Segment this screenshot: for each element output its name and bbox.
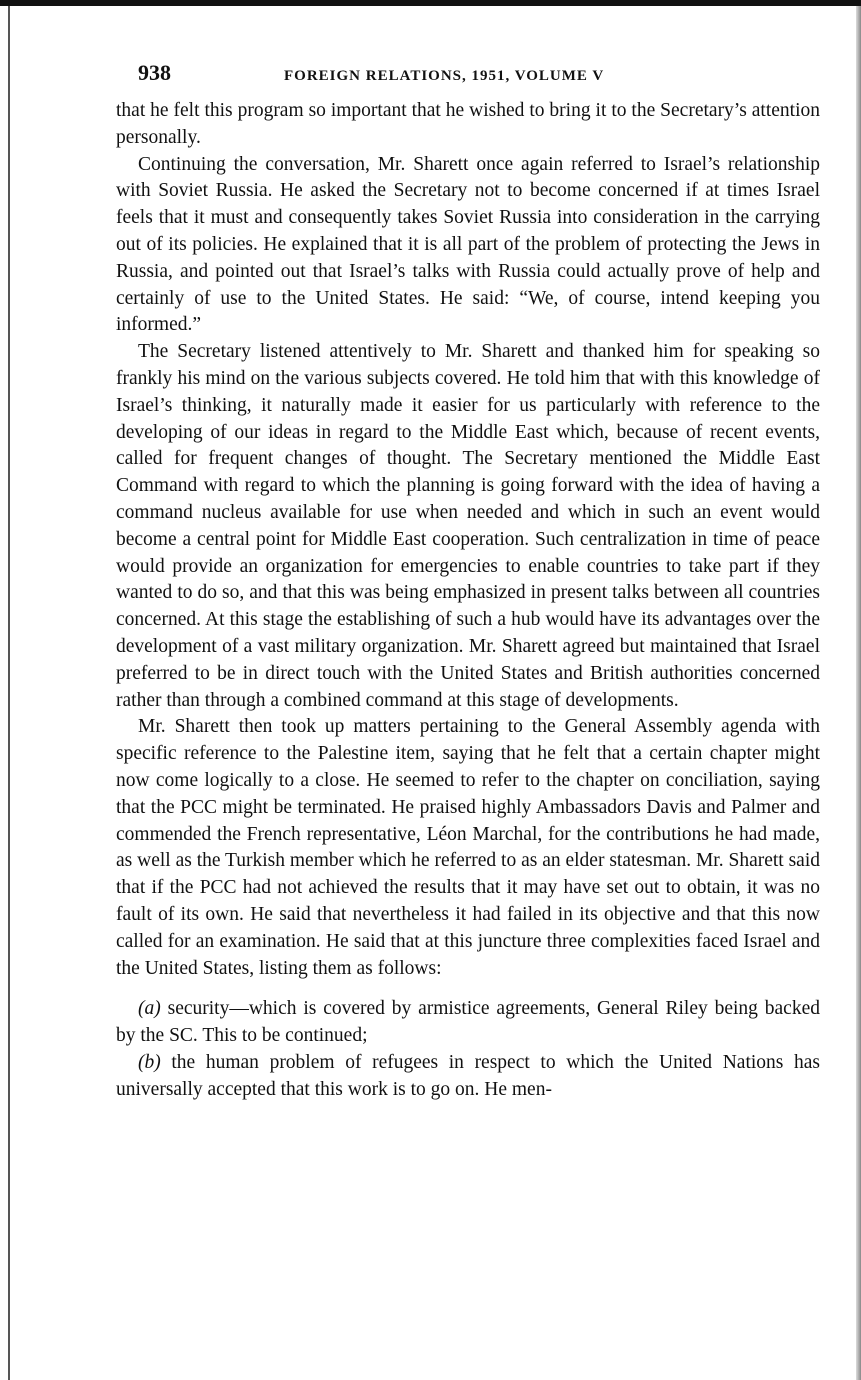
scan-edge-right: [856, 6, 861, 1380]
body-text: [116, 98, 820, 1103]
page-header: [116, 60, 820, 98]
scan-edge-left: [8, 6, 10, 1380]
page-number: 938: [138, 60, 171, 85]
list-item-letter: (a): [138, 998, 161, 1020]
complexities-list: [116, 996, 820, 1103]
paragraph-general-assembly: Mr. Sharett then took up matters pertaining to the General Assembly agenda with specific reference to the Palestine item, saying that he felt that a certain chapter might now come logically to a close. He seemed to refer to the chapter on conciliation, saying that the PCC might be terminated. He praised highly Ambassadors Davis and Palmer and commended the French representative, Léon Marchal, for the contributions he had made, as well as the Turkish member which he referred to as an elder statesman. Mr. Sharett said that if the PCC had not achieved the results that it may have set out to obtain, it was no fault of its own. He said that nevertheless it had failed in its objective and that this now called for an examination. He said that at this juncture three complexities faced Israel and the United States, listing them as follows:: [116, 716, 820, 979]
list-item-text: security—which is covered by armistice agreements, General Riley being backed by the SC. This to be continued;: [116, 998, 820, 1047]
paragraph-continuation: that he felt this program so important that he wished to bring it to the Secretary’s attention personally.: [116, 100, 820, 148]
list-item-text: the human problem of refugees in respect to which the United Nations has universally accepted that this work is to go on. He men-: [116, 1051, 820, 1100]
document-page: [116, 60, 820, 1103]
scan-edge-top: [0, 0, 861, 6]
paragraph-middle-east-command: The Secretary listened attentively to Mr. Sharett and thanked him for speaking so frankly his mind on the various subjects covered. He told him that with this knowledge of Israel’s thinking, it naturally made it easier for us particularly with reference to the developing of our ideas in regard to the Middle East which, because of recent events, called for frequent changes of thought. The Secretary mentioned the Middle East Command with regard to which the planning is going forward with the idea of having a command nucleus available for use when needed and which in such an event would become a central point for Middle East cooperation. Such centralization in time of peace would provide an organization for emergencies to enable countries to take part if they wanted to do so, and that this was being emphasized in present talks between all countries concerned. At this stage the establishing of such a hub would have its advantages over the development of a vast military organization. Mr. Sharett agreed but maintained that Israel preferred to be in direct touch with the United States and British authorities concerned rather than through a combined command at this stage of developments.: [116, 341, 820, 711]
list-item: [116, 996, 820, 1050]
list-item-letter: (b): [138, 1051, 161, 1073]
running-head: FOREIGN RELATIONS, 1951, VOLUME V: [284, 68, 605, 84]
list-item: [116, 1050, 820, 1104]
paragraph-soviet-russia: Continuing the conversation, Mr. Sharett once again referred to Israel’s relationship with Soviet Russia. He asked the Secretary not to become concerned if at times Israel feels that it must and consequently takes Soviet Russia into consideration in the carrying out of its policies. He explained that it is all part of the problem of protecting the Jews in Russia, and pointed out that Israel’s talks with Russia could actually prove of help and certainly of use to the United States. He said: “We, of course, intend keeping you informed.”: [116, 153, 820, 336]
